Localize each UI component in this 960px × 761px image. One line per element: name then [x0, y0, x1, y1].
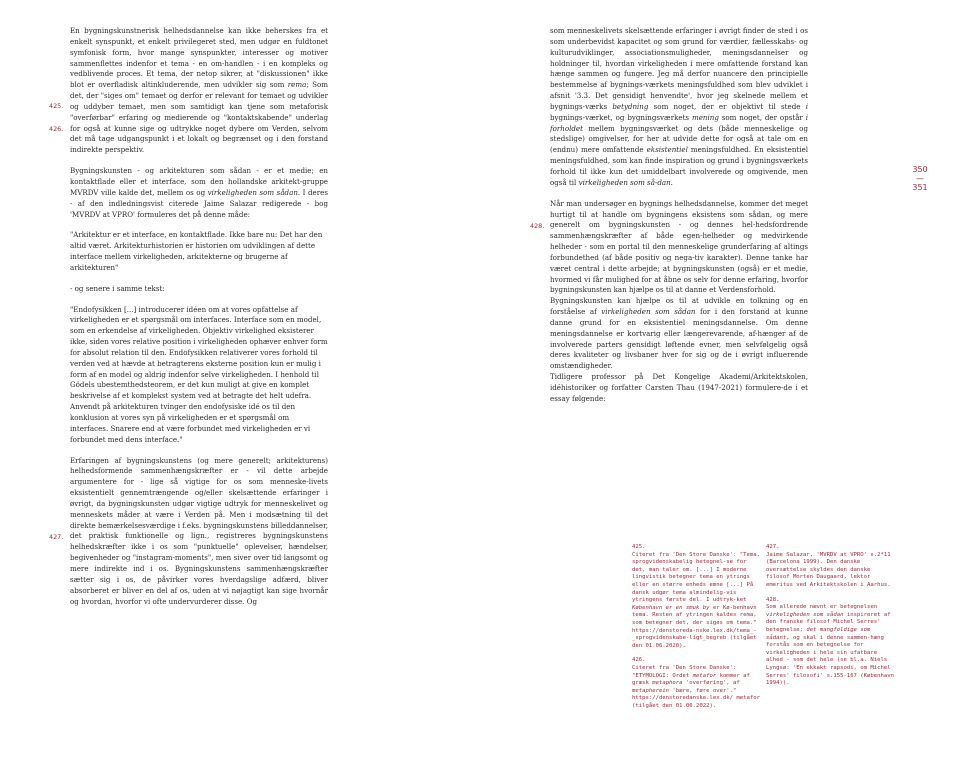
right-column [550, 26, 808, 405]
right-paragraph-3: Bygningskunsten kan hjælpe os til at udvikle en tolkning og en forståelse af virkeligheden som sådan for i den forstand at kunne danne grund for en eksistentiel meningsdannelse. Om denne meningsdannelse er kortvarig eller længerevarende, af-hænger af de involverede parters gensidigt løftende evner, men selvfølgelig også deres kvaliteter og livsbaner hver for sig og de i øvrigt influerende omstændigheder. [550, 296, 808, 371]
emphasis-rema: rema [287, 80, 307, 90]
page-number-dash: — [916, 174, 924, 183]
footnote-marker-426[interactable]: 426. [49, 125, 64, 133]
footnote-marker-427[interactable]: 427. [49, 533, 64, 541]
footnote-marker-425[interactable]: 425. [49, 102, 64, 110]
emphasis-virkeligheden: virkeligheden som sådan [207, 187, 298, 197]
footnote-marker-428[interactable]: 428. [530, 222, 545, 230]
footnote-text-426: Citeret fra 'Den Store Danske': "ETYMOLOGI: Ordet metafor kommer af græsk metaphora 'overføring', af metapherein 'bære, føre over'." https://denstoredanske.lex.dk/ metafor (tilgået den 01.06.2022). [632, 664, 760, 709]
right-paragraph-4: Tidligere professor på Det Kongelige Akademi/Arkitektskolen, idéhistoriker og forfatter Carsten Thau (1947-2021) formulere-de i et essay følgende: [550, 372, 808, 403]
footnote-number-426: 426. [632, 657, 646, 664]
footnote-text-427: Jaime Salazar, 'MVRDV at VPRO' s.2*11 (Barcelona 1999). Den danske oversættelse skyldes den danske filosof Morten Daugaard, lektor emeritus ved Arkitektskolen i Aarhus. [766, 551, 891, 588]
interlude-text: - og senere i samme tekst: [70, 283, 165, 293]
page-number-left: 350 [912, 165, 928, 174]
footnotes-column-1 [632, 544, 760, 717]
footnotes-column-2 [766, 544, 894, 695]
left-paragraph-3: Erfaringen af bygningskunstens (og mere generelt; arkitekturens) helhedsformende sammenhængskræfter er - vil dette arbejde argumentere for - lige så vigtige for os som menneske-livets eksistentielt gennemtrængende og/eller skelsættende erfaringer i øvrigt, da bygningskunsten udgør vigtige udtryk for menneskelivet og menneskets måder at være i Verden på. Men i modsætning til det direkte bemærkelsesværdige i f.eks. bygningskunstens billeddannelser, det praktisk funktionelle og lign., registreres bygningskunstens helhedskræfter ikke i os som "punktuelle" oplevelser, hændelser, begivenheder og "instagram-moments", men siver over tid langsomt og mere indirekte ind i os. Bygningskunstens sammenhængskræfter sætter sig i os, de påvirker vores hverdagslige adfærd, bliver absorberet er bliver en del af os, uden at vi nøjagtigt kan sige hvornår og hvordan, hvorfor vi ofte undervurderer disse. Og [70, 455, 328, 606]
block-quote-1: "Arkitektur er et interface, en kontaktflade. Ikke bare nu: Det har den altid været. Arkitekturhistorien er historien om udviklingen af dette interface mellem virkeligheden, arkitekterne og brugerne af arkitekturen" [70, 230, 323, 272]
block-quote-2: "Endofysikken [...] introducerer idéen om at vores opfattelse af virkeligheden er et spørgsmål om interfaces. Interface som en model, som en erkendelse af virkeligheden. Objektiv virkelighed eksisterer ikke, siden vores relative position i virkeligheden ophæver enhver form for absolut relation til den. Endofysikken relativerer vores forhold til verden ved at hævde at betragterens eksterne position kun er mulig i form af en model og aldrig indenfor selve virkeligheden. I henhold til Gödels ubestemthedsteorem, er det kun muligt at give en komplet beskrivelse af et komplekst system ved at betragte det helt udefra. Anvendt på arkitekturen tvinger den endofysiske idé os til den konklusion at vores syn på virkeligheden er et spørgsmål om interfaces. Snarere end at være forbundet med virkeligheden er vi forbundet med dens interface." [70, 304, 328, 444]
footnote-text-425: Citeret fra 'Den Store Danske': "Tema, sprogvidenskabelig betegnel-se for det, man taler om. [...] I moderne lingvistik betegner tema en ytrings eller en større enheds emne [...] På dansk udgør tema almindelig-vis ytringens første del. I udtryk-ket København er en smuk by er Kø-benhavn tema. Resten af ytringen kaldes rema, som betegner det, der siges om tema." https://denstoreda-nske.lex.dk/tema_-_sprogvidenskabe-ligt_begreb (tilgået den 01.06.2020). [632, 551, 760, 649]
page-number-right: 351 [912, 183, 928, 192]
left-column [70, 26, 328, 607]
footnote-number-428: 428. [766, 596, 780, 603]
right-paragraph-1: som menneskelivets skelsættende erfaringer i øvrigt finder de sted i os som underbevidst kapacitet og som grund for værdier, fællesskabs- og kulturudviklinger, associationsmuligheder, meningsdannelser og holdninger til, hvordan virkeligheden i mere omfattende forstand kan hænge sammen og fungere. Jeg må derfor nuancere den principielle bestemmelse af bygnings-værkets meningsfuldhed som blev udviklet i afsnit '3.3. Det gensidigt henvendte', hvor jeg skelnede mellem et bygnings-værks betydning som noget, der er objektivt til stede i bygnings-værket, og bygningsværkets mening som noget, der opstår i forholdet mellem bygningsværket og dets (både menneskelige og stedslige) omgivelser, for her at udvide dette for også at tale om en (endnu) mere omfattende eksistentiel meningsfuldhed. En eksistentiel meningsfuldhed, som kan finde inspiration og grund i bygningsværkets forhold til ikke kun det umiddelbart involverede og omgivende, men også til virkeligheden som så-dan. [550, 26, 808, 187]
footnote-number-425: 425. [632, 544, 646, 550]
left-paragraph-2: Bygningskunsten - og arkitekturen som sådan - er et medie; en kontaktflade eller et interface, som den hollandske arkitekt-gruppe MVRDV ville kalde det, mellem os og virkeligheden som sådan. I deres - af den indledningsvist citerede Jaime Salazar redigerede - bog 'MVRDV at VPRO' formuleres det på denne måde: [70, 166, 328, 219]
right-paragraph-2: Når man undersøger en bygnings helhedsdannelse, kommer det meget hurtigt til at handle om bygningens eksistens som sådan, og mere generelt om bygningskunsten - og dennes hel-hedsfordrende sammenhængskræfter af både egen-helheder og medvirkende helheder - som en portal til den menneskelige grunderfaring af altings forbundethed (af både positiv og nega-tiv karakter). Denne tanke har været central i dette arbejde; at bygningskunsten (også) er et medie, hvormed vi får mulighed for at åbne os selv for denne erfaring, hvorfor bygningskunsten kan hjælpe os til at danne et Verdensforhold. [550, 198, 808, 295]
page-numbers [905, 165, 935, 192]
footnote-number-427: 427. [766, 544, 780, 550]
footnote-text-428: Som allerede nævnt er betegnelsen virkeligheden som sådan inspireret af den franske filosof Michel Serres' betegnelse; det mangfoldige som sådant, og skal i denne sammen-hæng forstås som en betegnelse for virkeligheden i hele sin ufatbare alhed - som det hele (se bl.a. Niels Lyngsø: 'En ekkakt rapsodi, om Michel Serres' filosofi' s.155-167 (København 1994)). [766, 604, 894, 687]
left-paragraph-1: En bygningskunstnerisk helhedsdannelse kan ikke beherskes fra et enkelt synspunkt, et enkelt privilegeret sted, men udgør en fuldtonet symfonisk form, hvor mange synspunkter, interesser og motiver sammenflettes indenfor et tema - en om-handlen - i en kompleks og vedblivende proces. Et tema, der netop sikrer, at "diskussionen" ikke blot er overfladisk altinkluderende, men udvikler sig som rema; Som det, der "siges om" temaet og derfor er relevant for temaet og udvikler og uddyber temaet, men som samtidigt kan tjene som metaforisk "overførbar" erfaring og medierende og "kontaktskabende" underlag for også at kunne sige og udtrykke noget dybere om Verden, selvom det må tage udgangspunkt i et lokalt og begrænset og i den forstand indirekte perspektiv. [70, 26, 328, 155]
